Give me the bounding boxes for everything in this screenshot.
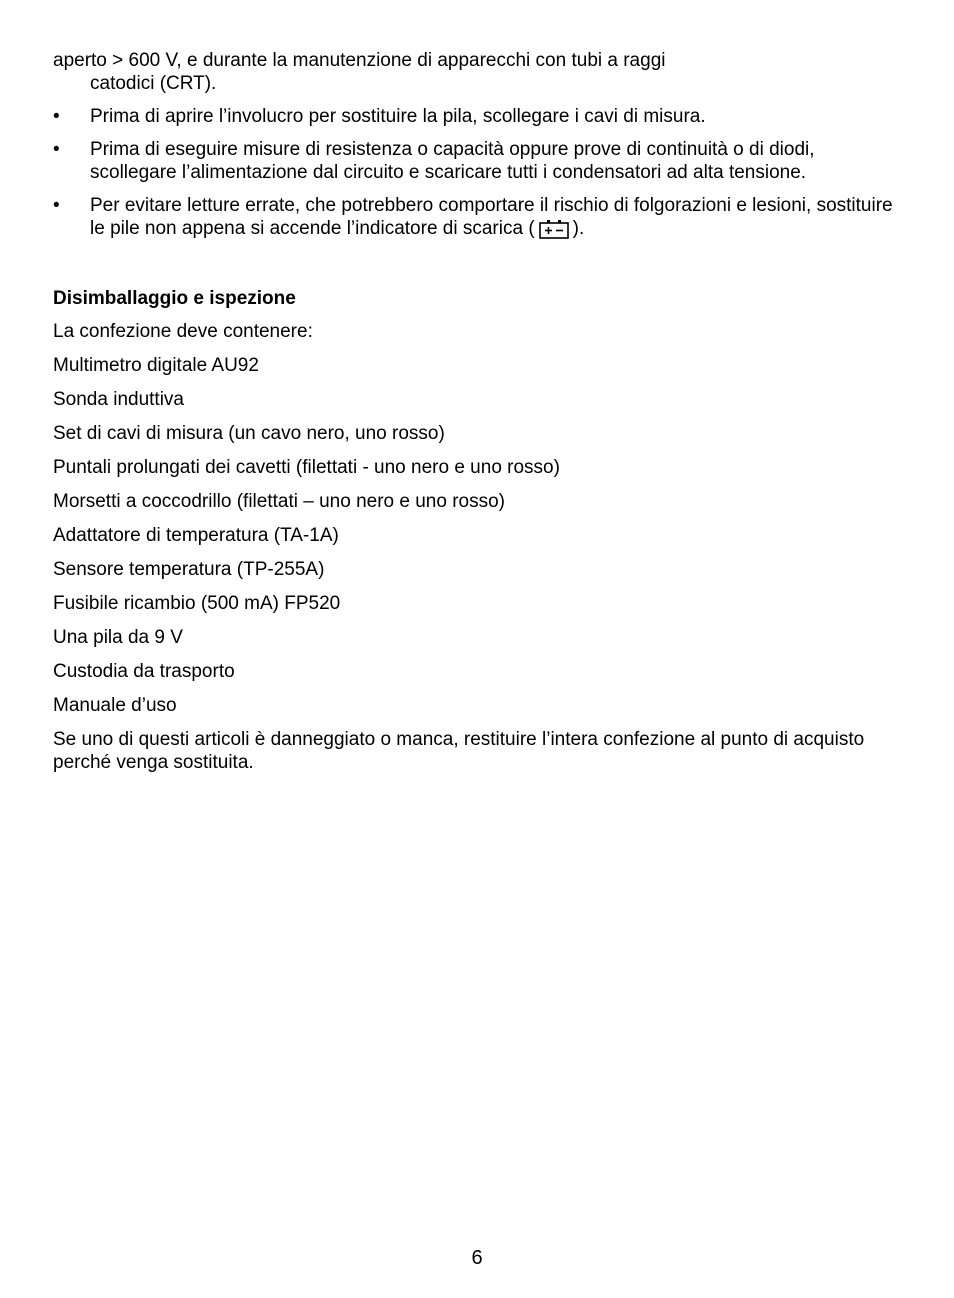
list-item: Morsetti a coccodrillo (filettati – uno nero e uno rosso) [53, 491, 505, 512]
section-title: Disimballaggio e ispezione [53, 288, 296, 309]
list-item: Multimetro digitale AU92 [53, 355, 259, 376]
list-item: Adattatore di temperatura (TA-1A) [53, 525, 339, 546]
continuation-line-2: catodici (CRT). [90, 73, 217, 94]
bullet-item [53, 194, 901, 245]
bullet-item [53, 105, 901, 128]
list-item: Fusibile ricambio (500 mA) FP520 [53, 593, 341, 614]
page-number: 6 [471, 1247, 483, 1269]
list-item: Sonda induttiva [53, 389, 184, 410]
safety-bullet-list [53, 105, 901, 245]
bullet-marker: • [53, 106, 60, 127]
package-contents-list [53, 320, 901, 774]
closing-paragraph: Se uno di questi articoli è danneggiato o manca, restituire l’intera confezione al punto di acquisto perché venga sostituita. [53, 729, 865, 773]
bullet-item [53, 138, 901, 184]
list-item: Una pila da 9 V [53, 627, 183, 648]
bullet-text-before-icon: Per evitare letture errate, che potrebbero comportare il rischio di folgorazioni e lesioni, sostituire le pile non appena si accende l’indicatore di scarica ( [90, 195, 893, 239]
continuation-line-1: aperto > 600 V, e durante la manutenzione di apparecchi con tubi a raggi [53, 50, 666, 71]
bullet-marker: • [53, 139, 60, 160]
list-item: Custodia da trasporto [53, 661, 235, 682]
list-item: Sensore temperatura (TP-255A) [53, 559, 325, 580]
battery-icon [539, 219, 569, 245]
list-item: Puntali prolungati dei cavetti (filettati - uno nero e uno rosso) [53, 457, 560, 478]
list-item: Manuale d’uso [53, 695, 177, 716]
bullet-marker: • [53, 195, 60, 216]
section-intro: La confezione deve contenere: [53, 321, 313, 342]
list-item: Set di cavi di misura (un cavo nero, uno rosso) [53, 423, 445, 444]
bullet-text-after-icon: ). [572, 218, 585, 239]
bullet-text: Prima di eseguire misure di resistenza o capacità oppure prove di continuità o di diodi, scollegare l’alimentazione dal circuito e scaricare tutti i condensatori ad alta tensione. [90, 139, 815, 183]
manual-page-content [53, 49, 901, 774]
bullet-text: Prima di aprire l’involucro per sostituire la pila, scollegare i cavi di misura. [90, 106, 706, 127]
